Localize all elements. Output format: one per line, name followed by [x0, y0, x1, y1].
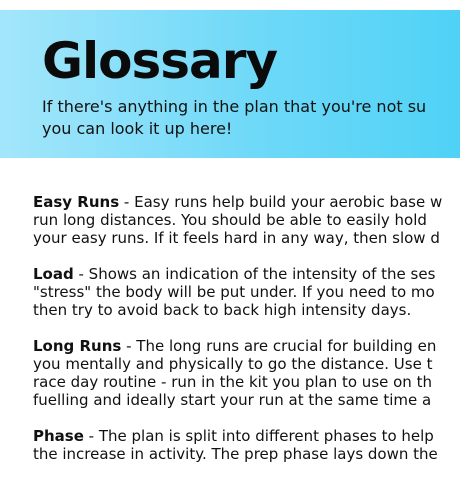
glossary-term: Load — [33, 265, 74, 283]
glossary-entry-long-runs — [33, 337, 460, 409]
glossary-definition: - Easy runs help build your aerobic base w — [119, 193, 443, 211]
entry-line: run long distances. You should be able to easily hold — [33, 211, 427, 229]
glossary-definition: - The long runs are crucial for building en — [121, 337, 437, 355]
glossary-list — [33, 193, 460, 481]
entry-line — [33, 265, 460, 283]
entry-line: the increase in activity. The prep phase lays down the — [33, 445, 438, 463]
page-title: Glossary — [42, 32, 278, 90]
entry-line — [33, 427, 460, 445]
entry-line — [33, 337, 460, 355]
glossary-header — [0, 10, 460, 158]
glossary-term: Phase — [33, 427, 84, 445]
glossary-term: Long Runs — [33, 337, 122, 355]
header-subtitle — [42, 96, 460, 140]
glossary-definition: - The plan is split into different phases to help — [83, 427, 434, 445]
entry-line: race day routine - run in the kit you plan to use on th — [33, 373, 432, 391]
glossary-definition: - Shows an indication of the intensity of the ses — [73, 265, 436, 283]
entry-line: then try to avoid back to back high intensity days. — [33, 301, 412, 319]
subtitle-line: If there's anything in the plan that you're not su — [42, 97, 427, 116]
entry-line — [33, 193, 460, 211]
glossary-entry-easy-runs — [33, 193, 460, 247]
entry-line: you mentally and physically to go the distance. Use t — [33, 355, 433, 373]
subtitle-line: you can look it up here! — [42, 119, 233, 138]
entry-line: "stress" the body will be put under. If you need to mo — [33, 283, 435, 301]
glossary-term: Easy Runs — [33, 193, 120, 211]
entry-line: your easy runs. If it feels hard in any way, then slow d — [33, 229, 440, 247]
glossary-entry-phase — [33, 427, 460, 463]
glossary-entry-load — [33, 265, 460, 319]
entry-line: fuelling and ideally start your run at the same time a — [33, 391, 432, 409]
